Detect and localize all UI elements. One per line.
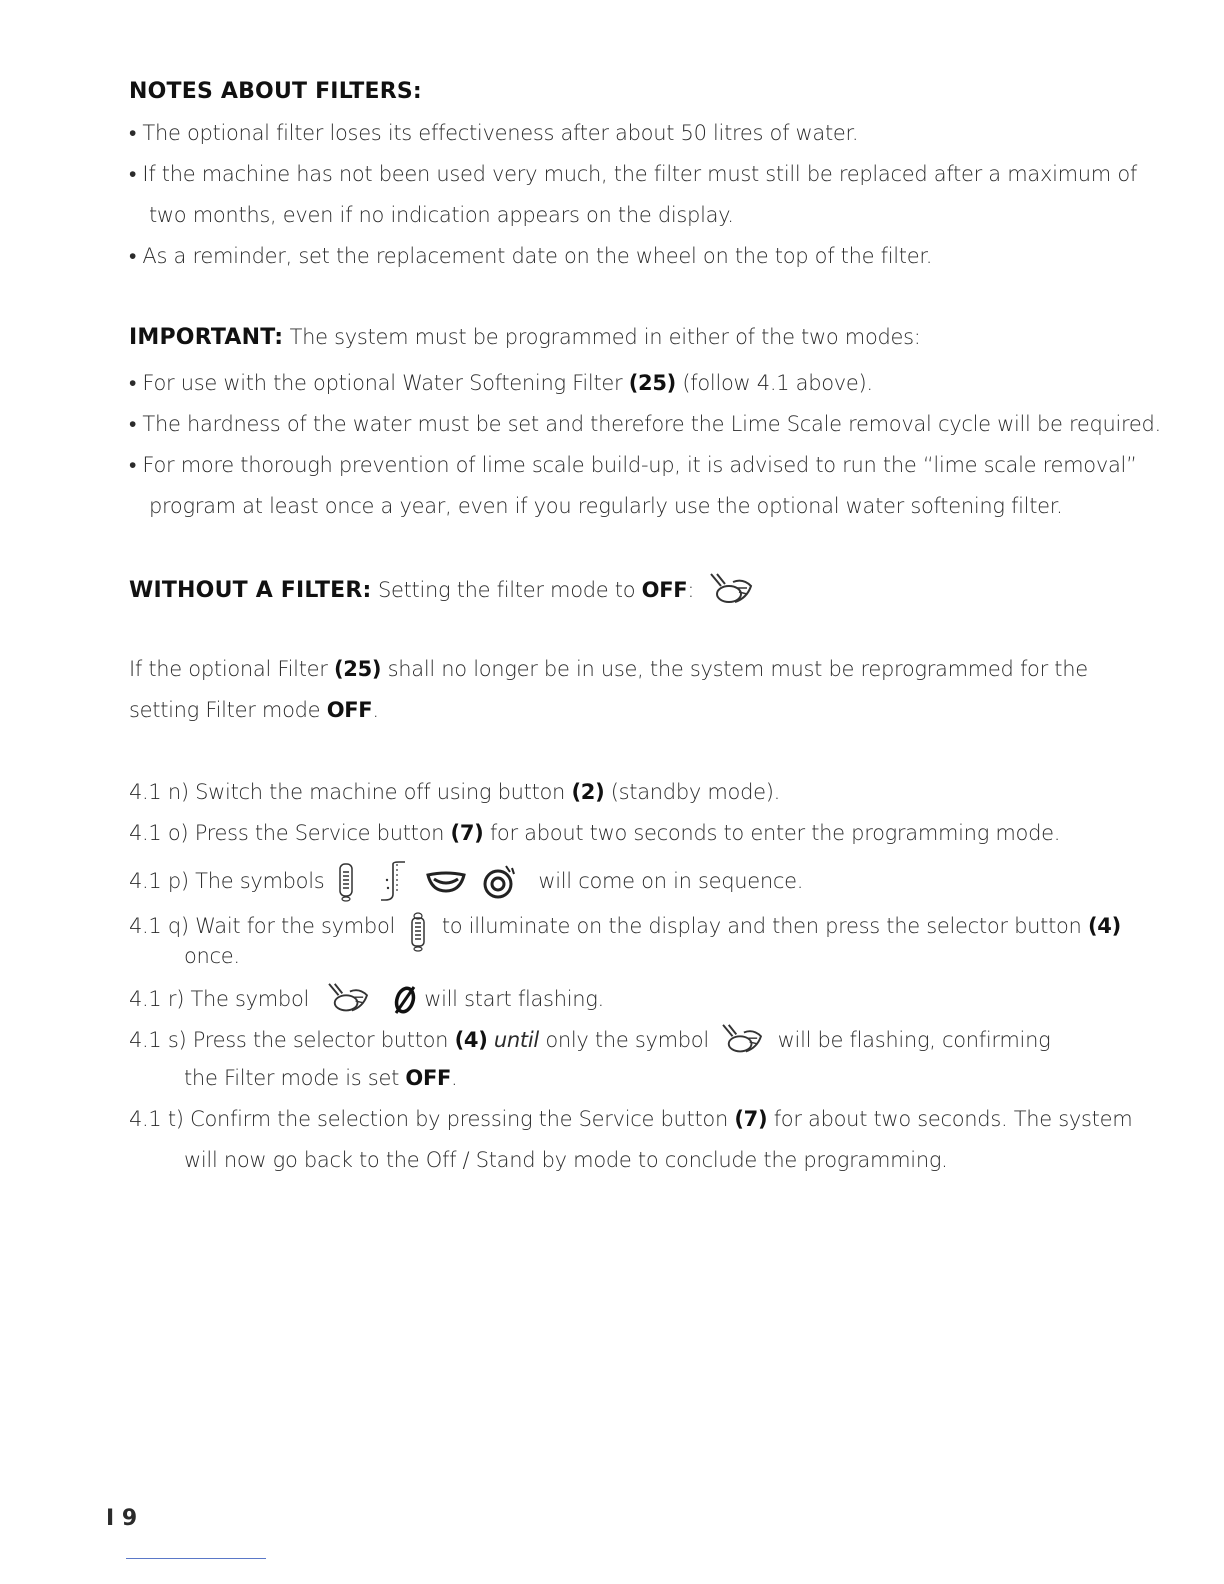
step-q: [129, 901, 1121, 953]
period: .: [372, 698, 379, 722]
step-r: [129, 982, 604, 1018]
important-intro: The system must be programmed in either of the two modes:: [289, 325, 921, 349]
filter-off-icon: [325, 982, 371, 1018]
important-bullet-1-post: (follow 4.1 above).: [682, 371, 873, 395]
step-o: [129, 819, 1060, 847]
important-label: IMPORTANT:: [129, 325, 284, 350]
button-7-ref: (7): [450, 821, 484, 845]
step-p: [129, 860, 803, 904]
important-bullet-1: [129, 369, 873, 397]
important-bullet-1-text: • For use with the optional Water Softening Filter: [129, 371, 623, 395]
step-s-post: will be flashing, confirming: [777, 1028, 1051, 1052]
step-t-cont: will now go back to the Off / Stand by mode to conclude the programming.: [184, 1148, 948, 1172]
footer-rule: [126, 1558, 266, 1559]
button-4-ref-2: (4): [454, 1028, 488, 1052]
step-s-l2-pre: the Filter mode is set: [184, 1066, 399, 1090]
zero-slash-icon: [392, 985, 418, 1015]
button-7-ref-2: (7): [734, 1107, 768, 1131]
para-l1-post: shall no longer be in use, the system must be reprogrammed for the: [387, 657, 1088, 681]
notes-bullet-2-cont: two months, even if no indication appears on the display.: [149, 203, 734, 227]
button-2-ref: (2): [571, 780, 605, 804]
filter-ref: (25): [628, 371, 676, 395]
important-bullet-3-cont: program at least once a year, even if you regularly use the optional water softening filter.: [149, 494, 1063, 518]
colon: :: [687, 578, 695, 602]
off-label-3: OFF: [405, 1066, 452, 1090]
para-line-1: [129, 655, 1088, 683]
without-filter-line: [129, 572, 755, 610]
step-n: [129, 778, 780, 806]
para-line-2: [129, 696, 379, 724]
important-bullet-2: • The hardness of the water must be set and therefore the Lime Scale removal cycle will be required.: [129, 412, 1161, 436]
off-label-2: OFF: [326, 698, 373, 722]
step-n-post: (standby mode).: [610, 780, 780, 804]
step-s-mid: only the symbol: [545, 1028, 709, 1052]
step-t-post: for about two seconds. The system: [773, 1107, 1133, 1131]
filter-off-icon: [707, 572, 755, 610]
until-word: until: [493, 1028, 539, 1052]
notes-bullet-1: • The optional filter loses its effectiveness after about 50 litres of water.: [129, 121, 859, 145]
step-s: [129, 1023, 1050, 1059]
step-t-text: 4.1 t) Confirm the selection by pressing the Service button: [129, 1107, 728, 1131]
steam-pipe-icon: [379, 860, 407, 904]
page-number: I 9: [106, 1506, 138, 1531]
step-q-cont: once.: [184, 944, 240, 968]
off-label: OFF: [641, 578, 688, 602]
filter-ref-2: (25): [333, 657, 382, 681]
step-s-text: 4.1 s) Press the selector button: [129, 1028, 449, 1052]
notes-heading: NOTES ABOUT FILTERS:: [129, 79, 422, 104]
cup-icon: [426, 869, 466, 895]
filter-cartridge-icon: [409, 911, 427, 953]
step-q-mid: to illuminate on the display and then press the selector button: [441, 914, 1082, 938]
period-2: .: [451, 1066, 458, 1090]
filter-cartridge-icon: [337, 862, 355, 902]
step-q-text: 4.1 q) Wait for the symbol: [129, 914, 396, 938]
filter-off-icon: [719, 1023, 765, 1059]
step-p-text: 4.1 p) The symbols: [129, 869, 325, 893]
step-n-text: 4.1 n) Switch the machine off using button: [129, 780, 566, 804]
step-o-post: for about two seconds to enter the programming mode.: [489, 821, 1061, 845]
without-filter-label: WITHOUT A FILTER:: [129, 578, 372, 603]
para-l1-pre: If the optional Filter: [129, 657, 328, 681]
descale-circle-icon: [480, 862, 520, 902]
para-l2-pre: setting Filter mode: [129, 698, 321, 722]
step-p-post: will come on in sequence.: [538, 869, 804, 893]
notes-bullet-2: • If the machine has not been used very much, the filter must still be replaced after a maximum of: [129, 162, 1137, 186]
step-s-cont: [184, 1064, 457, 1092]
important-bullet-3: • For more thorough prevention of lime scale build-up, it is advised to run the “lime scale removal”: [129, 453, 1137, 477]
important-line: [129, 323, 921, 352]
notes-bullet-3: • As a reminder, set the replacement date on the wheel on the top of the filter.: [129, 244, 933, 268]
step-o-text: 4.1 o) Press the Service button: [129, 821, 445, 845]
step-r-post: will start flashing.: [424, 987, 604, 1011]
step-t: [129, 1105, 1132, 1133]
without-filter-text: Setting the filter mode to: [377, 578, 636, 602]
step-r-text: 4.1 r) The symbol: [129, 987, 310, 1011]
button-4-ref: (4): [1087, 914, 1121, 938]
